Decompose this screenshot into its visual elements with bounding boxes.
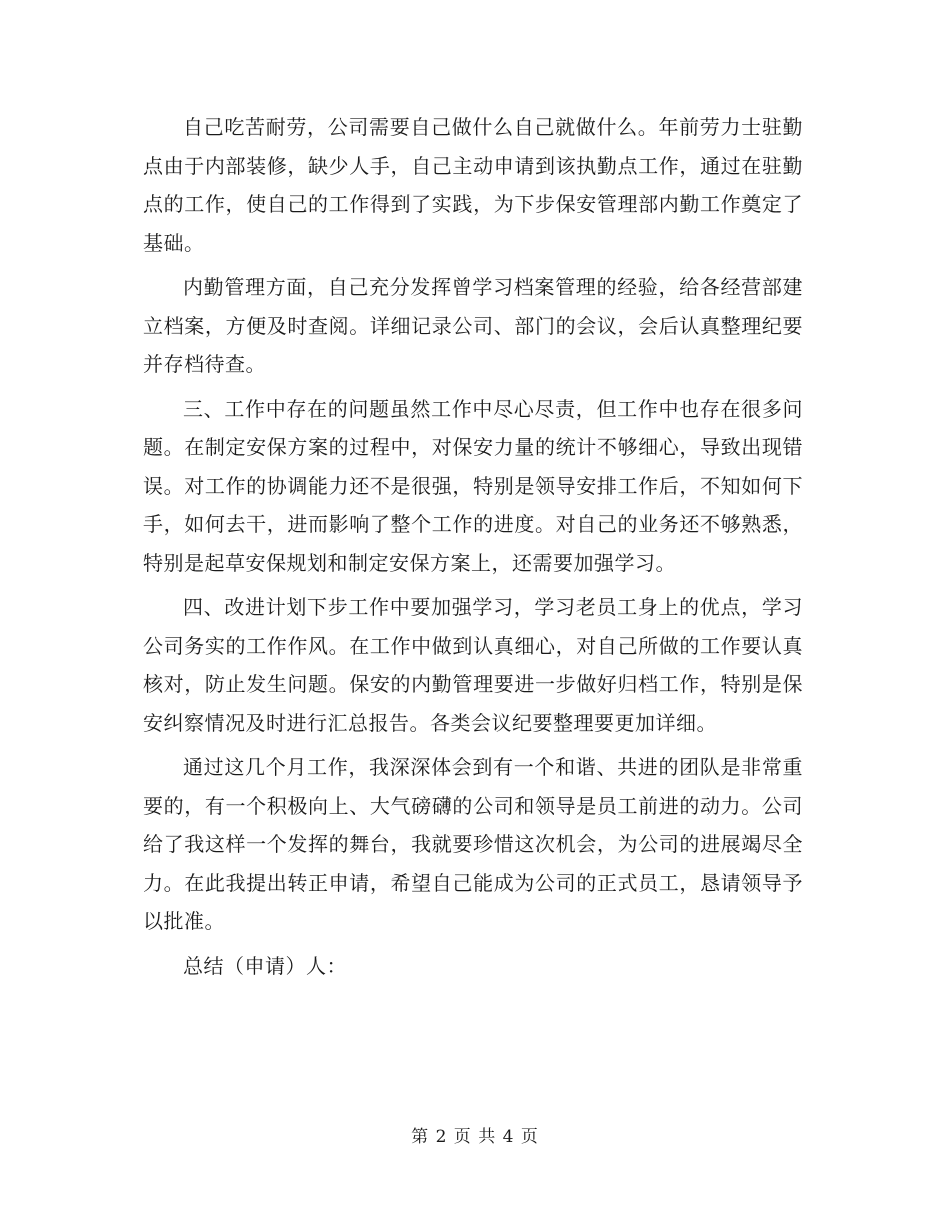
paragraph-3: 三、工作中存在的问题虽然工作中尽心尽责，但工作中也存在很多问题。在制定安保方案的过程中，对保安力量的统计不够细心，导致出现错误。对工作的协调能力还不是很强，特别是领导安排工作后，不知如何下手，如何去干，进而影响了整个工作的进度。对自己的业务还不够熟悉，特别是起草安保规划和制定安保方案上，还需要加强学习。 [143, 396, 803, 575]
paragraph-4: 四、改进计划下步工作中要加强学习，学习老员工身上的优点，学习公司务实的工作作风。在工作中做到认真细心，对自己所做的工作要认真核对，防止发生问题。保安的内勤管理要进一步做好归档工作，特别是保安纠察情况及时进行汇总报告。各类会议纪要整理要更加详细。 [143, 595, 803, 735]
paragraph-2: 内勤管理方面，自己充分发挥曾学习档案管理的经验，给各经营部建立档案，方便及时查阅。详细记录公司、部门的会议，会后认真整理纪要并存档待查。 [143, 275, 803, 376]
page-number-footer: 第 2 页 共 4 页 [411, 1127, 539, 1147]
paragraph-1: 自己吃苦耐劳，公司需要自己做什么自己就做什么。年前劳力士驻勤点由于内部装修，缺少人手，自己主动申请到该执勤点工作，通过在驻勤点的工作，使自己的工作得到了实践，为下步保安管理部内勤工作奠定了基础。 [143, 115, 803, 255]
paragraph-5: 通过这几个月工作，我深深体会到有一个和谐、共进的团队是非常重要的，有一个积极向上、大气磅礴的公司和领导是员工前进的动力。公司给了我这样一个发挥的舞台，我就要珍惜这次机会，为公司的进展竭尽全力。在此我提出转正申请，希望自己能成为公司的正式员工，恳请领导予以批准。 [143, 755, 803, 933]
document-body [143, 108, 803, 991]
signature-line: 总结（申请）人： [183, 953, 347, 978]
